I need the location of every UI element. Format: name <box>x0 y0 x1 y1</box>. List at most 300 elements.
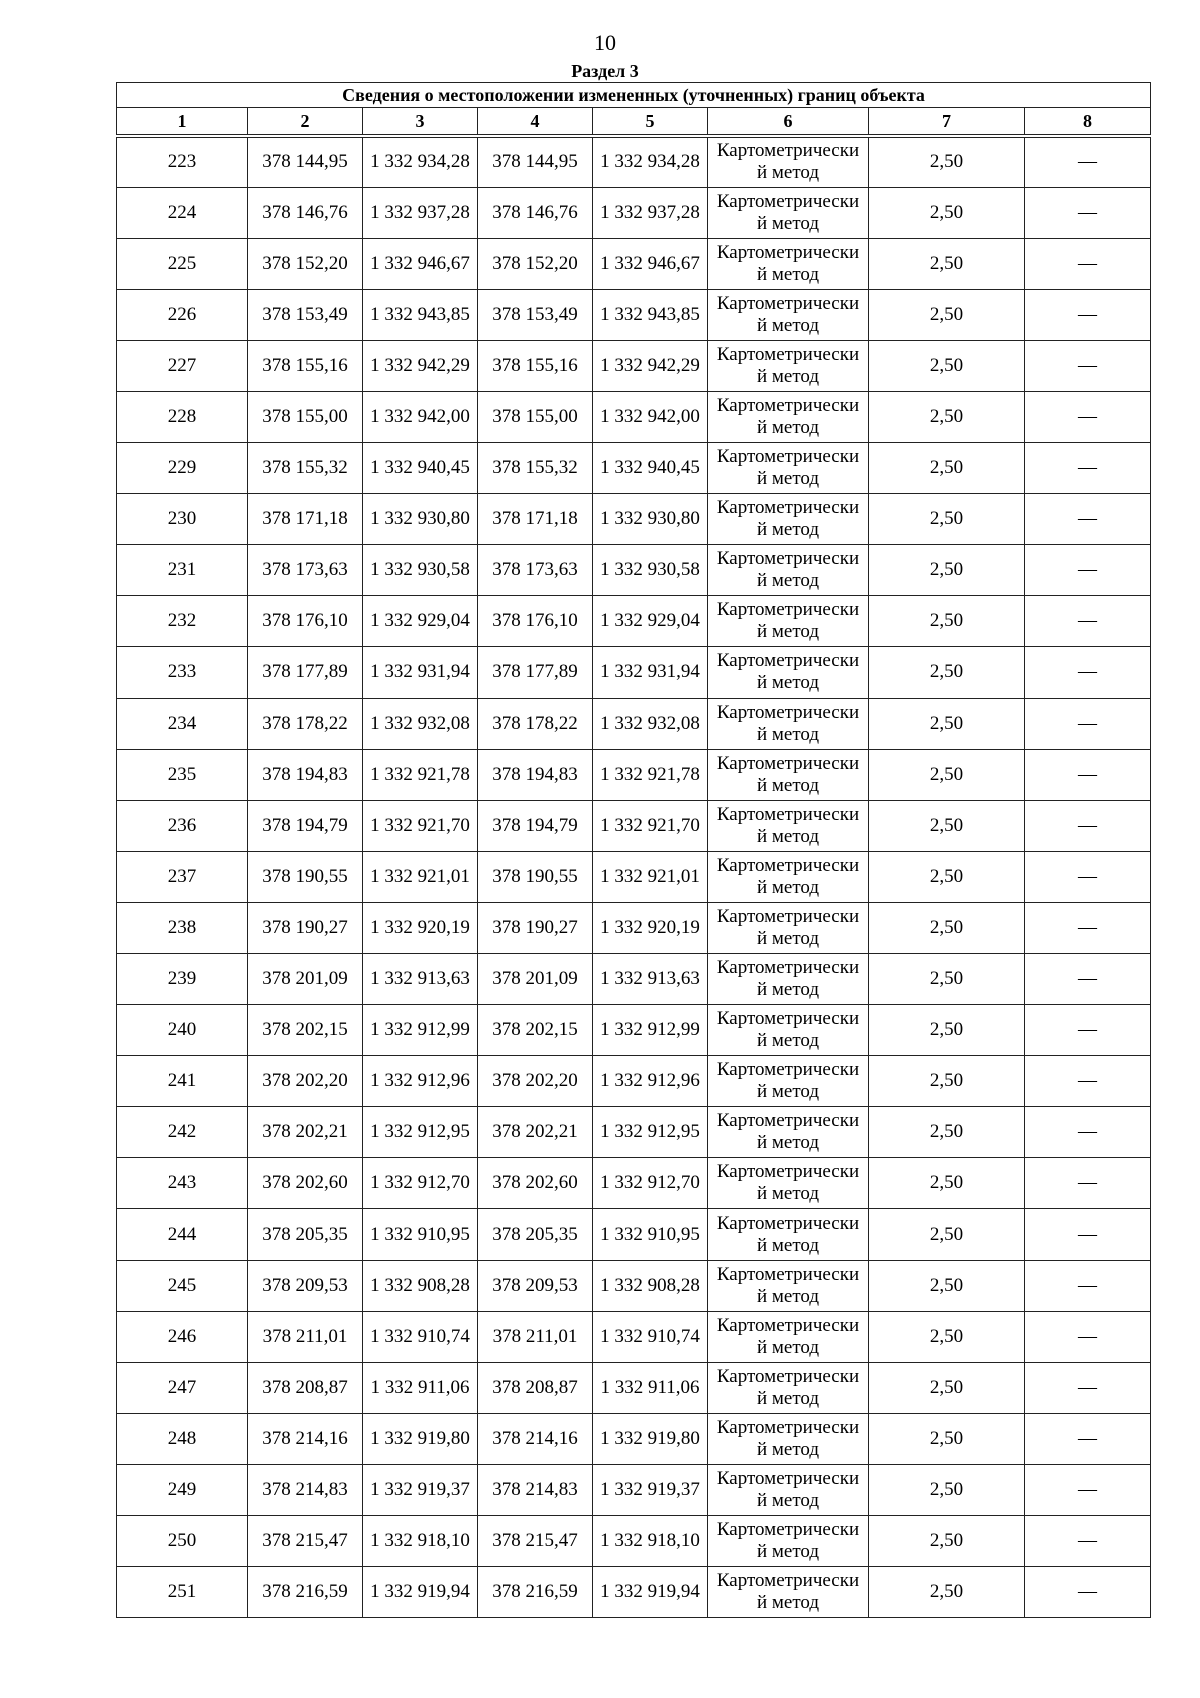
section-title: Раздел 3 <box>571 61 639 81</box>
method-text-line1: Картометрически <box>716 1263 860 1285</box>
new-y-cell: 1 332 920,19 <box>593 902 708 953</box>
accuracy-cell: 2,50 <box>869 443 1025 494</box>
existing-x-cell: 378 205,35 <box>248 1209 363 1260</box>
point-number-cell: 243 <box>117 1158 248 1209</box>
accuracy-cell: 2,50 <box>869 1056 1025 1107</box>
existing-x-cell: 378 214,16 <box>248 1413 363 1464</box>
existing-y-cell: 1 332 946,67 <box>363 238 478 289</box>
table-row <box>117 136 1151 187</box>
table-row <box>117 800 1151 851</box>
method-text-line1: Картометрически <box>716 292 860 314</box>
description-cell: — <box>1025 954 1151 1005</box>
accuracy-cell: 2,50 <box>869 698 1025 749</box>
existing-y-cell: 1 332 934,28 <box>363 136 478 187</box>
new-y-cell: 1 332 943,85 <box>593 289 708 340</box>
table-row <box>117 1209 1151 1260</box>
table-title-row <box>117 83 1151 108</box>
method-cell <box>708 545 869 596</box>
table-row <box>117 289 1151 340</box>
column-number: 7 <box>869 108 1025 137</box>
new-y-cell: 1 332 910,74 <box>593 1311 708 1362</box>
new-x-cell: 378 155,00 <box>478 391 593 442</box>
point-number-cell: 245 <box>117 1260 248 1311</box>
method-cell <box>708 1158 869 1209</box>
description-cell: — <box>1025 1516 1151 1567</box>
existing-x-cell: 378 202,60 <box>248 1158 363 1209</box>
accuracy-cell: 2,50 <box>869 902 1025 953</box>
method-text-line1: Картометрически <box>716 1059 860 1081</box>
table-row <box>117 1567 1151 1618</box>
new-x-cell: 378 209,53 <box>478 1260 593 1311</box>
existing-y-cell: 1 332 937,28 <box>363 187 478 238</box>
existing-x-cell: 378 146,76 <box>248 187 363 238</box>
new-x-cell: 378 202,21 <box>478 1107 593 1158</box>
column-number: 8 <box>1025 108 1151 137</box>
method-text-line1: Картометрически <box>716 241 860 263</box>
existing-x-cell: 378 155,16 <box>248 340 363 391</box>
table-body <box>117 136 1151 1618</box>
method-text-line2: й метод <box>756 1030 820 1052</box>
description-cell: — <box>1025 596 1151 647</box>
method-cell <box>708 596 869 647</box>
point-number-cell: 240 <box>117 1005 248 1056</box>
description-cell: — <box>1025 187 1151 238</box>
method-cell <box>708 902 869 953</box>
new-x-cell: 378 178,22 <box>478 698 593 749</box>
method-text-line2: й метод <box>756 1438 820 1460</box>
existing-x-cell: 378 202,21 <box>248 1107 363 1158</box>
description-cell: — <box>1025 647 1151 698</box>
existing-x-cell: 378 194,79 <box>248 800 363 851</box>
existing-x-cell: 378 171,18 <box>248 494 363 545</box>
description-cell: — <box>1025 340 1151 391</box>
new-y-cell: 1 332 940,45 <box>593 443 708 494</box>
existing-y-cell: 1 332 912,95 <box>363 1107 478 1158</box>
method-text-line2: й метод <box>756 1489 820 1511</box>
point-number-cell: 251 <box>117 1567 248 1618</box>
method-text-line2: й метод <box>756 1285 820 1307</box>
method-text-line1: Картометрически <box>716 1008 860 1030</box>
new-x-cell: 378 202,20 <box>478 1056 593 1107</box>
coordinates-table <box>116 82 1151 1618</box>
column-number: 4 <box>478 108 593 137</box>
new-x-cell: 378 216,59 <box>478 1567 593 1618</box>
table-row <box>117 1056 1151 1107</box>
new-x-cell: 378 146,76 <box>478 187 593 238</box>
existing-y-cell: 1 332 932,08 <box>363 698 478 749</box>
point-number-cell: 249 <box>117 1464 248 1515</box>
existing-y-cell: 1 332 931,94 <box>363 647 478 698</box>
existing-y-cell: 1 332 921,78 <box>363 749 478 800</box>
method-text-line1: Картометрически <box>716 650 860 672</box>
new-y-cell: 1 332 918,10 <box>593 1516 708 1567</box>
method-text-line2: й метод <box>756 1336 820 1358</box>
table-row <box>117 443 1151 494</box>
existing-y-cell: 1 332 910,95 <box>363 1209 478 1260</box>
method-cell <box>708 340 869 391</box>
method-text-line2: й метод <box>756 723 820 745</box>
method-text-line1: Картометрически <box>716 1365 860 1387</box>
method-text-line1: Картометрически <box>716 905 860 927</box>
new-x-cell: 378 152,20 <box>478 238 593 289</box>
existing-x-cell: 378 214,83 <box>248 1464 363 1515</box>
method-cell <box>708 1516 869 1567</box>
accuracy-cell: 2,50 <box>869 1413 1025 1464</box>
description-cell: — <box>1025 851 1151 902</box>
method-cell <box>708 1362 869 1413</box>
existing-x-cell: 378 177,89 <box>248 647 363 698</box>
table-row <box>117 494 1151 545</box>
existing-x-cell: 378 173,63 <box>248 545 363 596</box>
new-y-cell: 1 332 912,95 <box>593 1107 708 1158</box>
new-x-cell: 378 171,18 <box>478 494 593 545</box>
point-number-cell: 232 <box>117 596 248 647</box>
method-text-line2: й метод <box>756 979 820 1001</box>
new-y-cell: 1 332 921,70 <box>593 800 708 851</box>
method-text-line2: й метод <box>756 1541 820 1563</box>
method-text-line1: Картометрически <box>716 1212 860 1234</box>
existing-y-cell: 1 332 919,94 <box>363 1567 478 1618</box>
existing-y-cell: 1 332 912,70 <box>363 1158 478 1209</box>
table-row <box>117 954 1151 1005</box>
point-number-cell: 231 <box>117 545 248 596</box>
point-number-cell: 228 <box>117 391 248 442</box>
accuracy-cell: 2,50 <box>869 596 1025 647</box>
method-text-line2: й метод <box>756 774 820 796</box>
method-text-line2: й метод <box>756 1081 820 1103</box>
table-row <box>117 1362 1151 1413</box>
method-text-line1: Картометрически <box>716 957 860 979</box>
table-row <box>117 902 1151 953</box>
description-cell: — <box>1025 1362 1151 1413</box>
new-y-cell: 1 332 942,29 <box>593 340 708 391</box>
description-cell: — <box>1025 1311 1151 1362</box>
point-number-cell: 225 <box>117 238 248 289</box>
new-x-cell: 378 201,09 <box>478 954 593 1005</box>
table-row <box>117 851 1151 902</box>
new-x-cell: 378 194,83 <box>478 749 593 800</box>
existing-y-cell: 1 332 912,96 <box>363 1056 478 1107</box>
existing-y-cell: 1 332 930,58 <box>363 545 478 596</box>
table-row <box>117 340 1151 391</box>
existing-y-cell: 1 332 942,00 <box>363 391 478 442</box>
page-number: 10 <box>594 30 616 55</box>
existing-x-cell: 378 144,95 <box>248 136 363 187</box>
point-number-cell: 246 <box>117 1311 248 1362</box>
point-number-cell: 250 <box>117 1516 248 1567</box>
point-number-cell: 241 <box>117 1056 248 1107</box>
description-cell: — <box>1025 1158 1151 1209</box>
existing-x-cell: 378 194,83 <box>248 749 363 800</box>
table-row <box>117 238 1151 289</box>
table-row <box>117 1158 1151 1209</box>
existing-x-cell: 378 176,10 <box>248 596 363 647</box>
new-y-cell: 1 332 912,70 <box>593 1158 708 1209</box>
accuracy-cell: 2,50 <box>869 136 1025 187</box>
existing-x-cell: 378 155,00 <box>248 391 363 442</box>
description-cell: — <box>1025 902 1151 953</box>
method-text-line2: й метод <box>756 1132 820 1154</box>
new-y-cell: 1 332 921,78 <box>593 749 708 800</box>
method-cell <box>708 1005 869 1056</box>
existing-y-cell: 1 332 911,06 <box>363 1362 478 1413</box>
accuracy-cell: 2,50 <box>869 851 1025 902</box>
new-y-cell: 1 332 932,08 <box>593 698 708 749</box>
accuracy-cell: 2,50 <box>869 954 1025 1005</box>
method-text-line2: й метод <box>756 1234 820 1256</box>
description-cell: — <box>1025 238 1151 289</box>
accuracy-cell: 2,50 <box>869 545 1025 596</box>
accuracy-cell: 2,50 <box>869 1464 1025 1515</box>
accuracy-cell: 2,50 <box>869 340 1025 391</box>
point-number-cell: 233 <box>117 647 248 698</box>
method-cell <box>708 136 869 187</box>
new-y-cell: 1 332 931,94 <box>593 647 708 698</box>
existing-x-cell: 378 155,32 <box>248 443 363 494</box>
method-cell <box>708 749 869 800</box>
method-text-line2: й метод <box>756 672 820 694</box>
point-number-cell: 236 <box>117 800 248 851</box>
new-x-cell: 378 144,95 <box>478 136 593 187</box>
description-cell: — <box>1025 1209 1151 1260</box>
method-text-line2: й метод <box>756 1592 820 1614</box>
method-text-line2: й метод <box>756 1183 820 1205</box>
method-text-line1: Картометрически <box>716 701 860 723</box>
table-row <box>117 1464 1151 1515</box>
new-y-cell: 1 332 908,28 <box>593 1260 708 1311</box>
description-cell: — <box>1025 136 1151 187</box>
method-text-line2: й метод <box>756 876 820 898</box>
point-number-cell: 224 <box>117 187 248 238</box>
method-text-line2: й метод <box>756 519 820 541</box>
method-cell <box>708 391 869 442</box>
new-x-cell: 378 214,16 <box>478 1413 593 1464</box>
method-cell <box>708 238 869 289</box>
column-number: 6 <box>708 108 869 137</box>
method-text-line2: й метод <box>756 621 820 643</box>
existing-y-cell: 1 332 918,10 <box>363 1516 478 1567</box>
new-x-cell: 378 153,49 <box>478 289 593 340</box>
method-text-line2: й метод <box>756 927 820 949</box>
accuracy-cell: 2,50 <box>869 187 1025 238</box>
method-text-line1: Картометрически <box>716 803 860 825</box>
table-row <box>117 596 1151 647</box>
new-y-cell: 1 332 929,04 <box>593 596 708 647</box>
accuracy-cell: 2,50 <box>869 1567 1025 1618</box>
accuracy-cell: 2,50 <box>869 391 1025 442</box>
point-number-cell: 234 <box>117 698 248 749</box>
accuracy-cell: 2,50 <box>869 238 1025 289</box>
method-text-line1: Картометрически <box>716 599 860 621</box>
point-number-cell: 230 <box>117 494 248 545</box>
method-text-line1: Картометрически <box>716 1161 860 1183</box>
new-y-cell: 1 332 912,99 <box>593 1005 708 1056</box>
description-cell: — <box>1025 1056 1151 1107</box>
table-row <box>117 1516 1151 1567</box>
method-cell <box>708 289 869 340</box>
description-cell: — <box>1025 391 1151 442</box>
existing-y-cell: 1 332 913,63 <box>363 954 478 1005</box>
existing-y-cell: 1 332 929,04 <box>363 596 478 647</box>
method-text-line2: й метод <box>756 570 820 592</box>
method-text-line1: Картометрически <box>716 752 860 774</box>
existing-x-cell: 378 215,47 <box>248 1516 363 1567</box>
point-number-cell: 237 <box>117 851 248 902</box>
method-cell <box>708 443 869 494</box>
accuracy-cell: 2,50 <box>869 494 1025 545</box>
description-cell: — <box>1025 1260 1151 1311</box>
existing-y-cell: 1 332 908,28 <box>363 1260 478 1311</box>
method-text-line2: й метод <box>756 365 820 387</box>
table-row <box>117 698 1151 749</box>
existing-y-cell: 1 332 921,01 <box>363 851 478 902</box>
new-y-cell: 1 332 910,95 <box>593 1209 708 1260</box>
accuracy-cell: 2,50 <box>869 1516 1025 1567</box>
new-y-cell: 1 332 911,06 <box>593 1362 708 1413</box>
description-cell: — <box>1025 1005 1151 1056</box>
method-cell <box>708 851 869 902</box>
table-row <box>117 187 1151 238</box>
new-x-cell: 378 208,87 <box>478 1362 593 1413</box>
method-text-line1: Картометрически <box>716 1110 860 1132</box>
table-row <box>117 749 1151 800</box>
table-row <box>117 1005 1151 1056</box>
table-row <box>117 1260 1151 1311</box>
existing-x-cell: 378 152,20 <box>248 238 363 289</box>
column-number: 1 <box>117 108 248 137</box>
method-text-line1: Картометрически <box>716 854 860 876</box>
method-cell <box>708 1413 869 1464</box>
accuracy-cell: 2,50 <box>869 800 1025 851</box>
accuracy-cell: 2,50 <box>869 1311 1025 1362</box>
method-text-line1: Картометрически <box>716 395 860 417</box>
description-cell: — <box>1025 1413 1151 1464</box>
accuracy-cell: 2,50 <box>869 1005 1025 1056</box>
method-text-line1: Картометрически <box>716 140 860 162</box>
method-text-line1: Картометрически <box>716 446 860 468</box>
method-cell <box>708 698 869 749</box>
column-number: 5 <box>593 108 708 137</box>
accuracy-cell: 2,50 <box>869 1260 1025 1311</box>
method-cell <box>708 1567 869 1618</box>
new-x-cell: 378 155,32 <box>478 443 593 494</box>
description-cell: — <box>1025 800 1151 851</box>
accuracy-cell: 2,50 <box>869 1107 1025 1158</box>
description-cell: — <box>1025 443 1151 494</box>
new-y-cell: 1 332 919,80 <box>593 1413 708 1464</box>
existing-x-cell: 378 190,27 <box>248 902 363 953</box>
existing-y-cell: 1 332 921,70 <box>363 800 478 851</box>
new-x-cell: 378 205,35 <box>478 1209 593 1260</box>
existing-x-cell: 378 178,22 <box>248 698 363 749</box>
method-text-line1: Картометрически <box>716 1416 860 1438</box>
new-x-cell: 378 176,10 <box>478 596 593 647</box>
new-y-cell: 1 332 919,37 <box>593 1464 708 1515</box>
column-numbers-row <box>117 108 1151 137</box>
new-x-cell: 378 177,89 <box>478 647 593 698</box>
new-y-cell: 1 332 930,80 <box>593 494 708 545</box>
existing-x-cell: 378 208,87 <box>248 1362 363 1413</box>
method-cell <box>708 647 869 698</box>
new-x-cell: 378 194,79 <box>478 800 593 851</box>
point-number-cell: 238 <box>117 902 248 953</box>
method-text-line2: й метод <box>756 162 820 184</box>
existing-x-cell: 378 211,01 <box>248 1311 363 1362</box>
point-number-cell: 226 <box>117 289 248 340</box>
new-x-cell: 378 215,47 <box>478 1516 593 1567</box>
new-x-cell: 378 202,60 <box>478 1158 593 1209</box>
point-number-cell: 235 <box>117 749 248 800</box>
point-number-cell: 229 <box>117 443 248 494</box>
accuracy-cell: 2,50 <box>869 1209 1025 1260</box>
method-cell <box>708 187 869 238</box>
new-x-cell: 378 211,01 <box>478 1311 593 1362</box>
point-number-cell: 242 <box>117 1107 248 1158</box>
existing-x-cell: 378 153,49 <box>248 289 363 340</box>
method-cell <box>708 1056 869 1107</box>
new-x-cell: 378 202,15 <box>478 1005 593 1056</box>
accuracy-cell: 2,50 <box>869 1158 1025 1209</box>
existing-y-cell: 1 332 919,37 <box>363 1464 478 1515</box>
existing-y-cell: 1 332 920,19 <box>363 902 478 953</box>
table-row <box>117 1413 1151 1464</box>
method-text-line2: й метод <box>756 263 820 285</box>
table-row <box>117 545 1151 596</box>
method-cell <box>708 1209 869 1260</box>
description-cell: — <box>1025 1107 1151 1158</box>
description-cell: — <box>1025 1464 1151 1515</box>
new-x-cell: 378 214,83 <box>478 1464 593 1515</box>
method-text-line1: Картометрически <box>716 1467 860 1489</box>
method-text-line2: й метод <box>756 468 820 490</box>
new-x-cell: 378 190,55 <box>478 851 593 902</box>
new-y-cell: 1 332 946,67 <box>593 238 708 289</box>
method-cell <box>708 954 869 1005</box>
accuracy-cell: 2,50 <box>869 647 1025 698</box>
method-text-line2: й метод <box>756 417 820 439</box>
existing-x-cell: 378 216,59 <box>248 1567 363 1618</box>
method-text-line2: й метод <box>756 212 820 234</box>
method-cell <box>708 494 869 545</box>
new-y-cell: 1 332 919,94 <box>593 1567 708 1618</box>
point-number-cell: 248 <box>117 1413 248 1464</box>
method-cell <box>708 800 869 851</box>
description-cell: — <box>1025 1567 1151 1618</box>
existing-x-cell: 378 202,20 <box>248 1056 363 1107</box>
new-y-cell: 1 332 942,00 <box>593 391 708 442</box>
point-number-cell: 223 <box>117 136 248 187</box>
new-y-cell: 1 332 921,01 <box>593 851 708 902</box>
column-number: 3 <box>363 108 478 137</box>
point-number-cell: 244 <box>117 1209 248 1260</box>
method-cell <box>708 1311 869 1362</box>
table-row <box>117 1107 1151 1158</box>
existing-y-cell: 1 332 930,80 <box>363 494 478 545</box>
existing-y-cell: 1 332 919,80 <box>363 1413 478 1464</box>
method-text-line2: й метод <box>756 314 820 336</box>
method-text-line1: Картометрически <box>716 343 860 365</box>
description-cell: — <box>1025 494 1151 545</box>
existing-y-cell: 1 332 910,74 <box>363 1311 478 1362</box>
existing-y-cell: 1 332 912,99 <box>363 1005 478 1056</box>
existing-x-cell: 378 201,09 <box>248 954 363 1005</box>
method-cell <box>708 1464 869 1515</box>
existing-x-cell: 378 190,55 <box>248 851 363 902</box>
description-cell: — <box>1025 289 1151 340</box>
point-number-cell: 239 <box>117 954 248 1005</box>
new-y-cell: 1 332 912,96 <box>593 1056 708 1107</box>
point-number-cell: 247 <box>117 1362 248 1413</box>
